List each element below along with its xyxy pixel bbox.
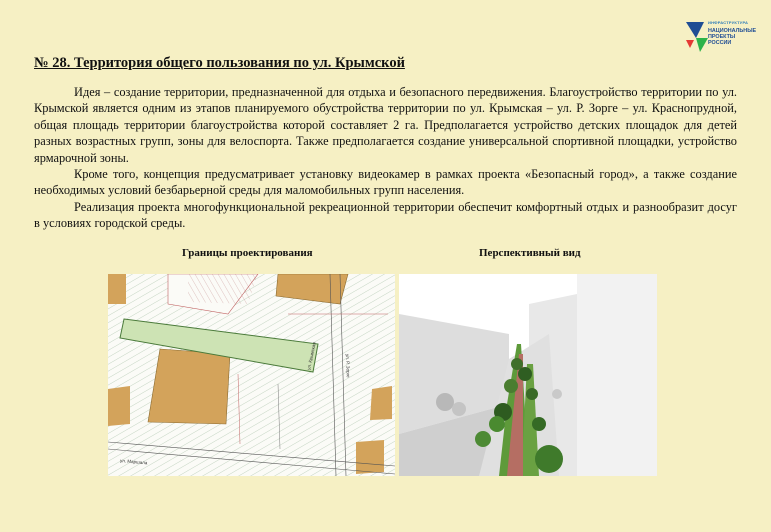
map-caption: Границы проектирования bbox=[182, 247, 313, 259]
render-caption: Перспективный вид bbox=[479, 247, 581, 259]
logo-top-label: ИНФРАСТРУКТУРА bbox=[708, 20, 749, 25]
paragraph-cameras: Кроме того, концепция предусматривает установку видеокамер в рамках проекта «Безопасный город», а также создание необходимых условий безбарьерной среды для маломобильных групп населения. bbox=[34, 167, 737, 198]
logo-line-3: РОССИИ bbox=[708, 40, 732, 47]
national-projects-logo bbox=[680, 14, 757, 66]
map-street-label-3: ул. Р. Зорге bbox=[345, 353, 351, 378]
perspective-render bbox=[399, 274, 657, 476]
map-street-label-2: ул. Маршала bbox=[119, 458, 148, 466]
logo-line-2: ПРОЕКТЫ bbox=[708, 34, 736, 41]
paragraph-result: Реализация проекта многофункциональной рекреационной территории обеспечит комфортный отдых и разнообразит досуг в условиях городской среды. bbox=[34, 199, 737, 231]
page-title: № 28. Территория общего пользования по ул. Крымской bbox=[34, 55, 405, 71]
map-street-label-1: ул. Крымская bbox=[306, 341, 317, 371]
logo-line-1: НАЦИОНАЛЬНЫЕ bbox=[708, 28, 757, 34]
description-text bbox=[34, 84, 737, 232]
boundary-map bbox=[108, 274, 395, 476]
paragraph-idea: Идея – создание территории, предназначенной для отдыха и безопасного передвижения. Благоустройство территории по ул. Крымской является одним из этапов планируемого обустройства территории по ул. Крымская – ул. Р. Зорге – ул. Краснопрудной, общая площадь территории благоустройства которой составляет 2 га. Предполагается устройство детских площадок для детей разных возрастных групп, зоны для велоспорта. Также предполагается создание универсальной спортивной площадки, устройство ярмарочной зоны. bbox=[34, 85, 737, 165]
